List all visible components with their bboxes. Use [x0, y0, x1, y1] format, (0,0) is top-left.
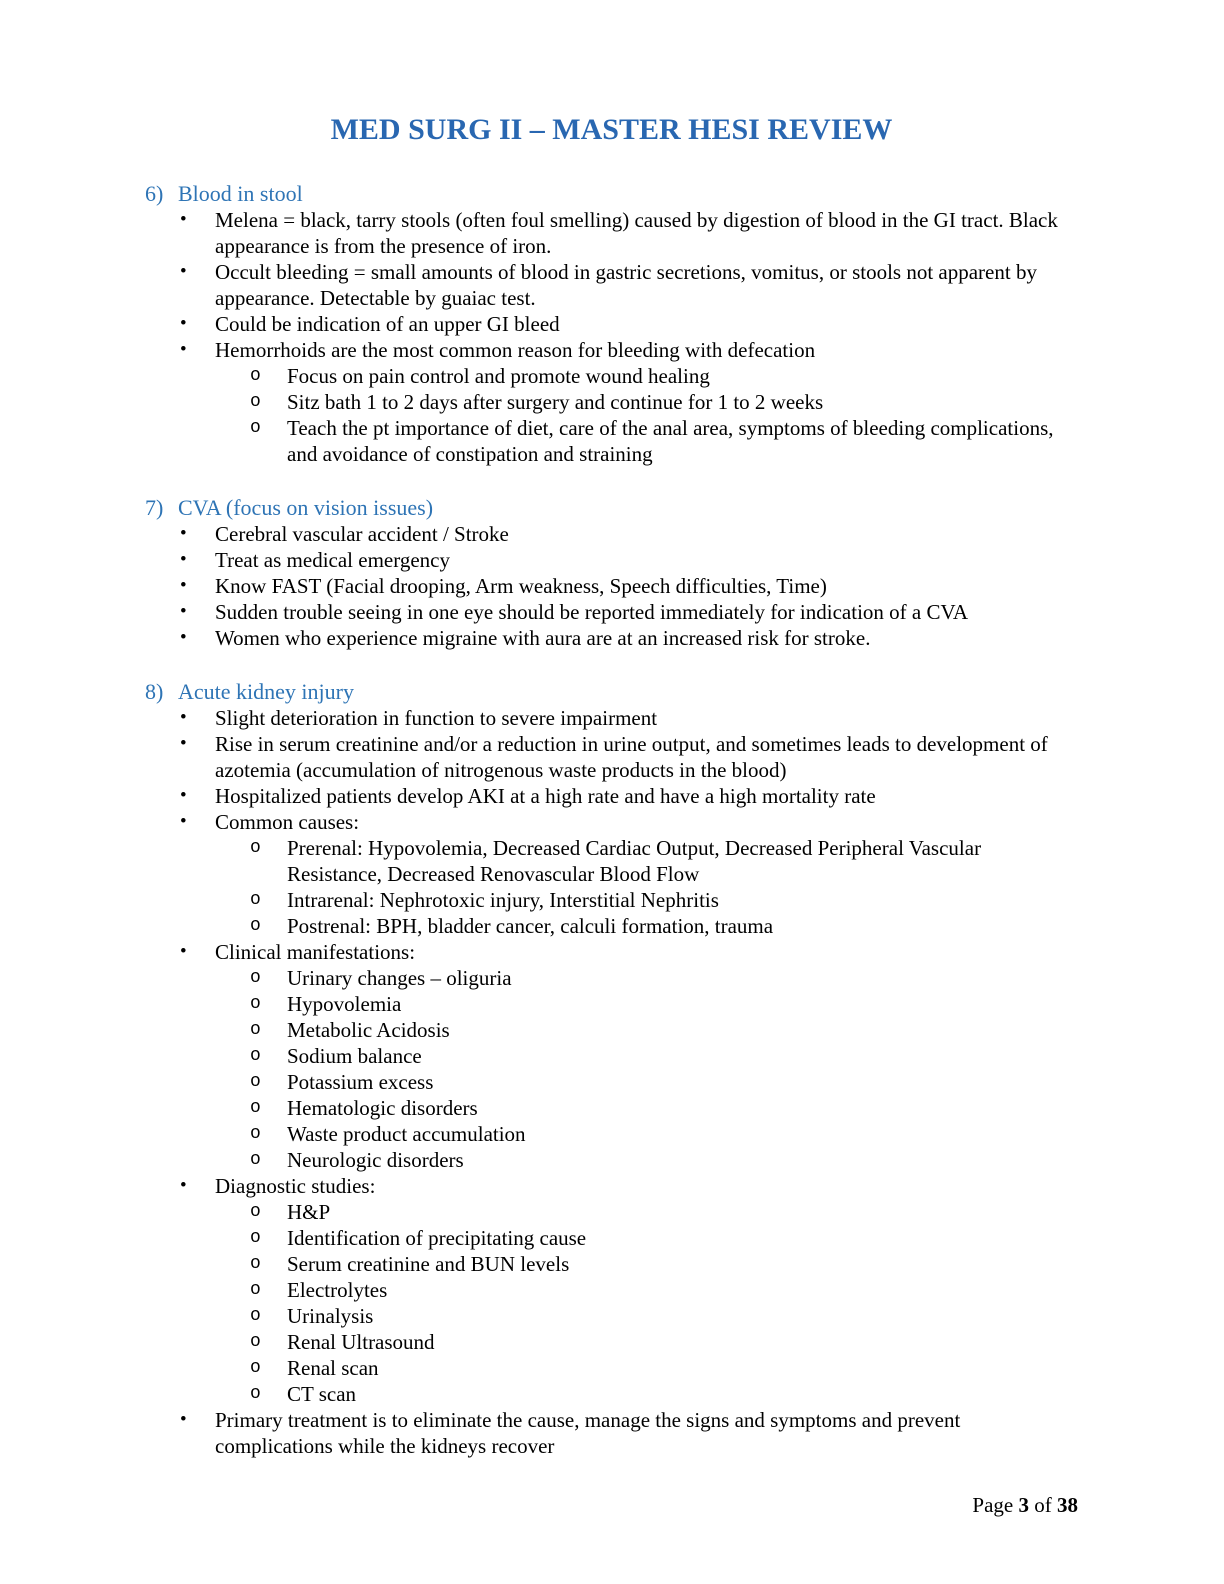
bullet-list [145, 521, 1078, 651]
sub-bullet-item [145, 965, 1078, 991]
bullet-text: Urinalysis [287, 1304, 374, 1328]
section-heading [145, 494, 1078, 521]
sub-bullet-item [145, 1251, 1078, 1277]
bullet-item [145, 337, 1078, 363]
bullet-item [145, 731, 1078, 783]
section-title: CVA (focus on vision issues) [178, 495, 434, 520]
bullet-icon: • [180, 1409, 187, 1430]
sub-bullet-item [145, 1043, 1078, 1069]
bullet-item [145, 939, 1078, 965]
bullet-item [145, 1407, 1078, 1459]
bullet-text: Cerebral vascular accident / Stroke [215, 522, 509, 546]
bullet-text: Common causes: [215, 810, 360, 834]
section-acute-kidney-injury [145, 678, 1078, 1459]
bullet-icon: • [180, 261, 187, 282]
bullet-text: Hospitalized patients develop AKI at a high rate and have a high mortality rate [215, 784, 876, 808]
section-cva [145, 494, 1078, 651]
circle-bullet-icon: o [250, 968, 261, 988]
bullet-item [145, 259, 1078, 311]
sub-bullet-item [145, 1277, 1078, 1303]
sub-bullet-item [145, 1303, 1078, 1329]
bullet-text: Neurologic disorders [287, 1148, 464, 1172]
sub-bullet-item [145, 1147, 1078, 1173]
bullet-text: Hematologic disorders [287, 1096, 478, 1120]
bullet-item [145, 521, 1078, 547]
section-heading [145, 180, 1078, 207]
circle-bullet-icon: o [250, 1150, 261, 1170]
bullet-list [145, 705, 1078, 1459]
section-number: 8) [145, 679, 164, 704]
circle-bullet-icon: o [250, 418, 261, 438]
sub-bullet-item [145, 363, 1078, 389]
bullet-text: Teach the pt importance of diet, care of the anal area, symptoms of bleeding complications, and avoidance of constipation and straining [287, 416, 1054, 466]
sections-container [145, 180, 1078, 1459]
circle-bullet-icon: o [250, 1306, 261, 1326]
sub-bullet-item [145, 1199, 1078, 1225]
circle-bullet-icon: o [250, 1384, 261, 1404]
bullet-item [145, 599, 1078, 625]
bullet-item [145, 783, 1078, 809]
bullet-item [145, 207, 1078, 259]
bullet-icon: • [180, 941, 187, 962]
bullet-icon: • [180, 339, 187, 360]
bullet-text: Melena = black, tarry stools (often foul smelling) caused by digestion of blood in the GI tract. Black appearance is from the presence of iron. [215, 208, 1058, 258]
circle-bullet-icon: o [250, 1098, 261, 1118]
bullet-text: Know FAST (Facial drooping, Arm weakness, Speech difficulties, Time) [215, 574, 827, 598]
sub-bullet-item [145, 1017, 1078, 1043]
bullet-text: Prerenal: Hypovolemia, Decreased Cardiac Output, Decreased Peripheral Vascular Resistance, Decreased Renovascular Blood Flow [287, 836, 982, 886]
section-title: Acute kidney injury [178, 679, 354, 704]
circle-bullet-icon: o [250, 1124, 261, 1144]
section-number: 6) [145, 181, 164, 206]
bullet-text: Identification of precipitating cause [287, 1226, 587, 1250]
section-title: Blood in stool [178, 181, 303, 206]
page-title: MED SURG II – MASTER HESI REVIEW [330, 113, 893, 146]
sub-bullet-item [145, 835, 1078, 887]
section-heading [145, 678, 1078, 705]
sub-bullet-item [145, 1069, 1078, 1095]
circle-bullet-icon: o [250, 1020, 261, 1040]
footer-page-label: Page [972, 1493, 1019, 1517]
bullet-text: Sudden trouble seeing in one eye should be reported immediately for indication of a CVA [215, 600, 969, 624]
circle-bullet-icon: o [250, 1332, 261, 1352]
bullet-text: Could be indication of an upper GI bleed [215, 312, 560, 336]
bullet-text: Intrarenal: Nephrotoxic injury, Interstitial Nephritis [287, 888, 719, 912]
bullet-text: Clinical manifestations: [215, 940, 416, 964]
bullet-text: Serum creatinine and BUN levels [287, 1252, 570, 1276]
circle-bullet-icon: o [250, 1280, 261, 1300]
bullet-text: Focus on pain control and promote wound healing [287, 364, 710, 388]
bullet-text: Metabolic Acidosis [287, 1018, 450, 1042]
bullet-text: Women who experience migraine with aura are at an increased risk for stroke. [215, 626, 871, 650]
bullet-text: Slight deterioration in function to severe impairment [215, 706, 658, 730]
section-blood-in-stool [145, 180, 1078, 467]
footer-of-label: of [1029, 1493, 1057, 1517]
bullet-text: Rise in serum creatinine and/or a reduction in urine output, and sometimes leads to development of azotemia (accumulation of nitrogenous waste products in the blood) [215, 732, 1048, 782]
bullet-list [145, 207, 1078, 467]
circle-bullet-icon: o [250, 1254, 261, 1274]
sub-bullet-item [145, 415, 1078, 467]
bullet-text: Diagnostic studies: [215, 1174, 376, 1198]
bullet-text: H&P [287, 1200, 331, 1224]
sub-bullet-item [145, 1329, 1078, 1355]
sub-bullet-item [145, 991, 1078, 1017]
circle-bullet-icon: o [250, 916, 261, 936]
bullet-icon: • [180, 733, 187, 754]
bullet-text: Treat as medical emergency [215, 548, 450, 572]
bullet-icon: • [180, 785, 187, 806]
bullet-text: Urinary changes – oliguria [287, 966, 512, 990]
bullet-text: Sitz bath 1 to 2 days after surgery and continue for 1 to 2 weeks [287, 390, 824, 414]
circle-bullet-icon: o [250, 1046, 261, 1066]
bullet-icon: • [180, 707, 187, 728]
bullet-text: Hemorrhoids are the most common reason for bleeding with defecation [215, 338, 816, 362]
page-footer [972, 1492, 1078, 1518]
sub-bullet-item [145, 1225, 1078, 1251]
bullet-text: Waste product accumulation [287, 1122, 526, 1146]
bullet-item [145, 1173, 1078, 1199]
bullet-item [145, 809, 1078, 835]
circle-bullet-icon: o [250, 890, 261, 910]
bullet-text: Renal Ultrasound [287, 1330, 435, 1354]
bullet-icon: • [180, 627, 187, 648]
sub-bullet-item [145, 913, 1078, 939]
circle-bullet-icon: o [250, 1358, 261, 1378]
section-number: 7) [145, 495, 164, 520]
bullet-text: Hypovolemia [287, 992, 402, 1016]
bullet-icon: • [180, 523, 187, 544]
bullet-icon: • [180, 313, 187, 334]
circle-bullet-icon: o [250, 366, 261, 386]
bullet-icon: • [180, 549, 187, 570]
bullet-item [145, 705, 1078, 731]
bullet-text: Renal scan [287, 1356, 379, 1380]
circle-bullet-icon: o [250, 1072, 261, 1092]
bullet-item [145, 547, 1078, 573]
sub-bullet-item [145, 389, 1078, 415]
bullet-text: Postrenal: BPH, bladder cancer, calculi formation, trauma [287, 914, 774, 938]
circle-bullet-icon: o [250, 838, 261, 858]
circle-bullet-icon: o [250, 1202, 261, 1222]
bullet-item [145, 311, 1078, 337]
bullet-item [145, 573, 1078, 599]
bullet-text: Electrolytes [287, 1278, 388, 1302]
bullet-icon: • [180, 209, 187, 230]
sub-bullet-item [145, 1355, 1078, 1381]
footer-page-number: 3 [1018, 1493, 1029, 1517]
footer-page-total: 38 [1057, 1493, 1078, 1517]
bullet-icon: • [180, 575, 187, 596]
bullet-text: CT scan [287, 1382, 357, 1406]
sub-bullet-item [145, 1121, 1078, 1147]
bullet-icon: • [180, 811, 187, 832]
bullet-text: Occult bleeding = small amounts of blood in gastric secretions, vomitus, or stools not apparent by appearance. Detectable by guaiac test. [215, 260, 1037, 310]
bullet-icon: • [180, 1175, 187, 1196]
circle-bullet-icon: o [250, 994, 261, 1014]
bullet-item [145, 625, 1078, 651]
circle-bullet-icon: o [250, 392, 261, 412]
bullet-text: Sodium balance [287, 1044, 422, 1068]
sub-bullet-item [145, 1095, 1078, 1121]
sub-bullet-item [145, 887, 1078, 913]
bullet-text: Potassium excess [287, 1070, 434, 1094]
bullet-icon: • [180, 601, 187, 622]
sub-bullet-item [145, 1381, 1078, 1407]
bullet-text: Primary treatment is to eliminate the cause, manage the signs and symptoms and prevent complications while the kidneys recover [215, 1408, 961, 1458]
circle-bullet-icon: o [250, 1228, 261, 1248]
